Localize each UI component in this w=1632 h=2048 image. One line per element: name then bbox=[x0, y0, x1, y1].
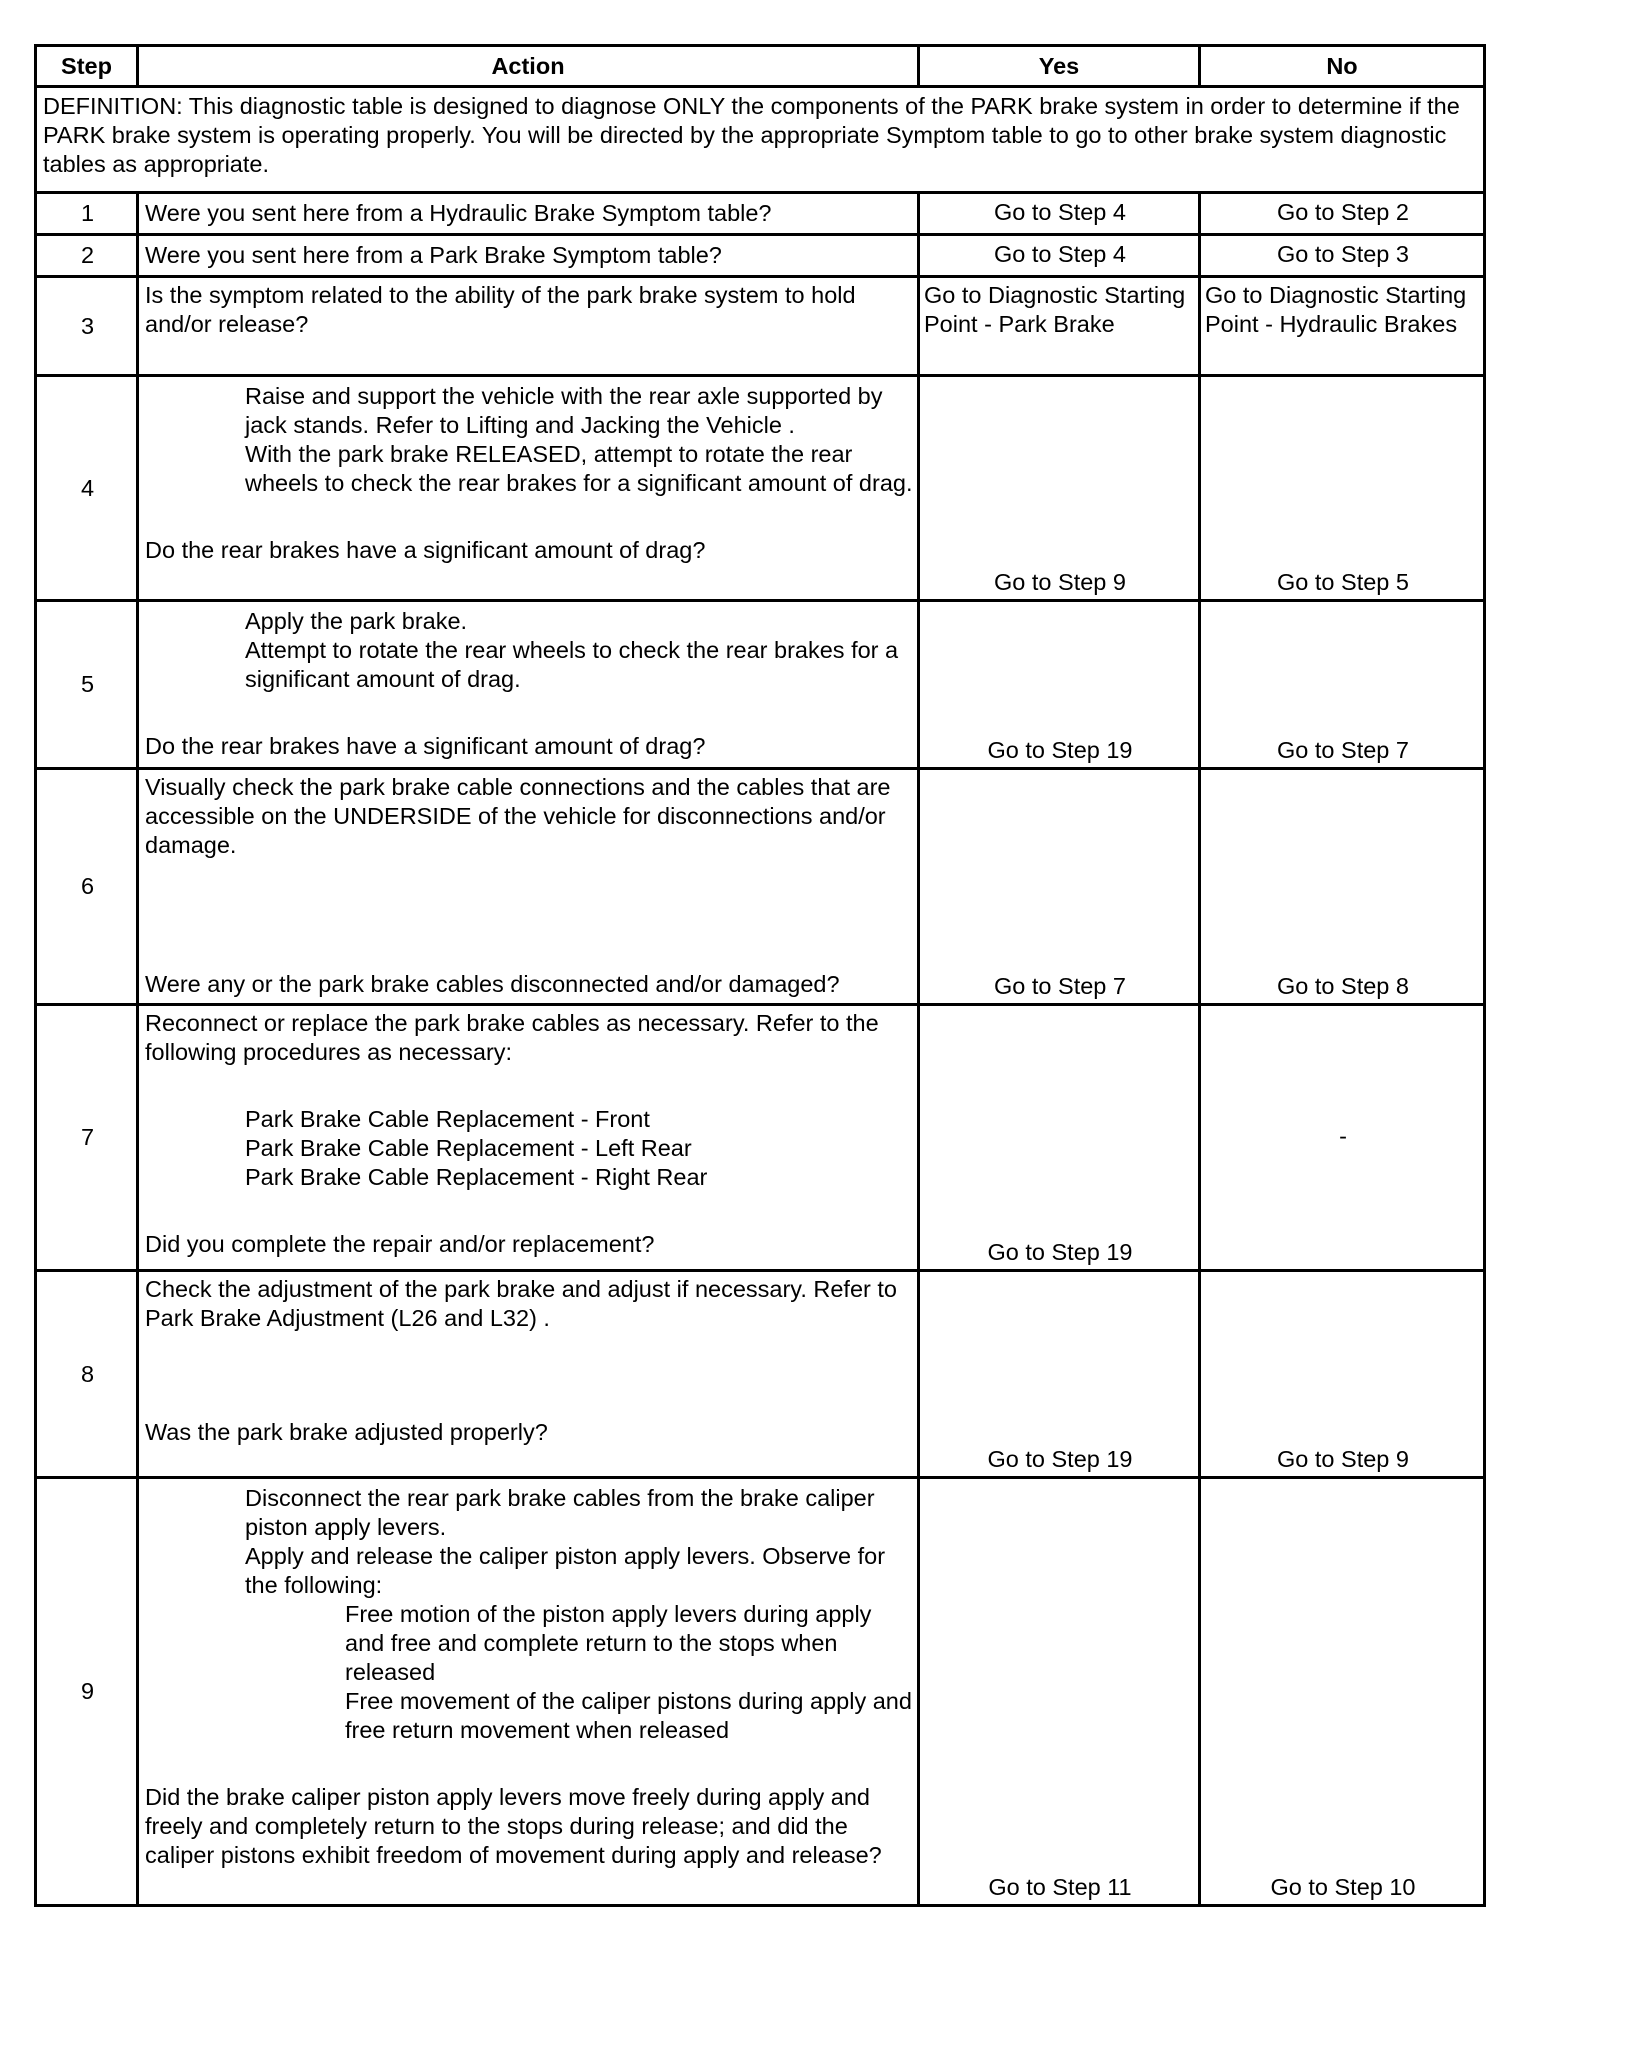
header-step: Step bbox=[36, 46, 138, 87]
step-number: 1 bbox=[36, 193, 138, 235]
action-question: Do the rear brakes have a significant amount of drag? bbox=[145, 733, 706, 759]
yes-link[interactable]: Go to Step 19 bbox=[919, 601, 1200, 769]
table-row bbox=[36, 1271, 1485, 1478]
action-question: Were any or the park brake cables disconnected and/or damaged? bbox=[145, 971, 840, 997]
yes-link[interactable]: Go to Step 11 bbox=[919, 1478, 1200, 1906]
action-question: Were you sent here from a Park Brake Symptom table? bbox=[138, 235, 919, 277]
no-value: - bbox=[1200, 1005, 1485, 1271]
procedure-link[interactable]: Park Brake Cable Replacement - Left Rear bbox=[245, 1135, 692, 1161]
step-number: 3 bbox=[36, 277, 138, 376]
instruction-text: Disconnect the rear park brake cables from the brake caliper piston apply levers. bbox=[245, 1485, 875, 1540]
table-row bbox=[36, 1478, 1485, 1906]
no-link[interactable]: Go to Step 10 bbox=[1200, 1478, 1485, 1906]
instruction-text: With the park brake RELEASED, attempt to rotate the rear wheels to check the rear brakes for a significant amount of drag. bbox=[245, 441, 913, 496]
step-number: 6 bbox=[36, 769, 138, 1005]
header-action: Action bbox=[138, 46, 919, 87]
action-question: Did you complete the repair and/or replacement? bbox=[145, 1231, 655, 1257]
no-link[interactable]: Go to Step 3 bbox=[1200, 235, 1485, 277]
step-number: 4 bbox=[36, 376, 138, 601]
action-question: Did the brake caliper piston apply levers move freely during apply and freely and completely return to the stops during release; and did the caliper pistons exhibit freedom of movement during apply and release? bbox=[145, 1784, 882, 1868]
step-number: 2 bbox=[36, 235, 138, 277]
yes-link[interactable]: Go to Step 19 bbox=[919, 1271, 1200, 1478]
no-link[interactable]: Go to Step 5 bbox=[1200, 376, 1485, 601]
table-row bbox=[36, 1005, 1485, 1271]
action-cell bbox=[138, 601, 919, 769]
diagnostic-table bbox=[34, 44, 1486, 1907]
procedure-link[interactable]: Park Brake Cable Replacement - Front bbox=[245, 1106, 650, 1132]
step-number: 5 bbox=[36, 601, 138, 769]
sub-instruction-text: Free motion of the piston apply levers during apply and free and complete return to the stops when released bbox=[345, 1601, 872, 1685]
no-link[interactable]: Go to Step 2 bbox=[1200, 193, 1485, 235]
sub-instruction-text: Free movement of the caliper pistons during apply and free return movement when released bbox=[345, 1688, 912, 1743]
action-question: Was the park brake adjusted properly? bbox=[145, 1419, 548, 1445]
definition-text: DEFINITION: This diagnostic table is designed to diagnose ONLY the components of the PARK brake system in order to determine if the PARK brake system is operating properly. You will be directed by the appropriate Symptom table to go to other brake system diagnostic tables as appropriate. bbox=[36, 87, 1485, 193]
no-link[interactable]: Go to Step 8 bbox=[1200, 769, 1485, 1005]
header-yes: Yes bbox=[919, 46, 1200, 87]
instruction-text: Apply and release the caliper piston apply levers. Observe for the following: bbox=[245, 1543, 886, 1598]
header-row bbox=[36, 46, 1485, 87]
action-cell bbox=[138, 1005, 919, 1271]
action-question: Do the rear brakes have a significant amount of drag? bbox=[145, 537, 706, 563]
action-intro: Visually check the park brake cable connections and the cables that are accessible on the UNDERSIDE of the vehicle for disconnections and/or damage. bbox=[145, 774, 891, 858]
action-cell bbox=[138, 1271, 919, 1478]
step-number: 8 bbox=[36, 1271, 138, 1478]
yes-link[interactable]: Go to Step 4 bbox=[919, 193, 1200, 235]
table-row bbox=[36, 193, 1485, 235]
header-no: No bbox=[1200, 46, 1485, 87]
table-row bbox=[36, 277, 1485, 376]
step-number: 9 bbox=[36, 1478, 138, 1906]
procedure-link[interactable]: Park Brake Cable Replacement - Right Rear bbox=[245, 1164, 708, 1190]
yes-link[interactable]: Go to Step 9 bbox=[919, 376, 1200, 601]
table-row bbox=[36, 376, 1485, 601]
action-intro: Check the adjustment of the park brake and adjust if necessary. Refer to Park Brake Adjustment (L26 and L32) . bbox=[145, 1276, 897, 1331]
instruction-text: Apply the park brake. bbox=[245, 608, 468, 634]
action-cell bbox=[138, 769, 919, 1005]
action-question: Is the symptom related to the ability of the park brake system to hold and/or release? bbox=[138, 277, 919, 376]
yes-link[interactable]: Go to Step 7 bbox=[919, 769, 1200, 1005]
step-number: 7 bbox=[36, 1005, 138, 1271]
yes-link[interactable]: Go to Diagnostic Starting Point - Park Brake bbox=[919, 277, 1200, 376]
no-link[interactable]: Go to Step 9 bbox=[1200, 1271, 1485, 1478]
yes-link[interactable]: Go to Step 4 bbox=[919, 235, 1200, 277]
no-link[interactable]: Go to Step 7 bbox=[1200, 601, 1485, 769]
no-link[interactable]: Go to Diagnostic Starting Point - Hydraulic Brakes bbox=[1200, 277, 1485, 376]
instruction-text: Attempt to rotate the rear wheels to check the rear brakes for a significant amount of drag. bbox=[245, 637, 899, 692]
table-row bbox=[36, 769, 1485, 1005]
action-question: Were you sent here from a Hydraulic Brake Symptom table? bbox=[138, 193, 919, 235]
yes-link[interactable]: Go to Step 19 bbox=[919, 1005, 1200, 1271]
definition-row bbox=[36, 87, 1485, 193]
table-row bbox=[36, 235, 1485, 277]
instruction-text: Raise and support the vehicle with the rear axle supported by jack stands. Refer to Lifting and Jacking the Vehicle . bbox=[245, 383, 883, 438]
table-row bbox=[36, 601, 1485, 769]
action-cell bbox=[138, 1478, 919, 1906]
action-intro: Reconnect or replace the park brake cables as necessary. Refer to the following procedures as necessary: bbox=[145, 1010, 879, 1065]
action-cell bbox=[138, 376, 919, 601]
